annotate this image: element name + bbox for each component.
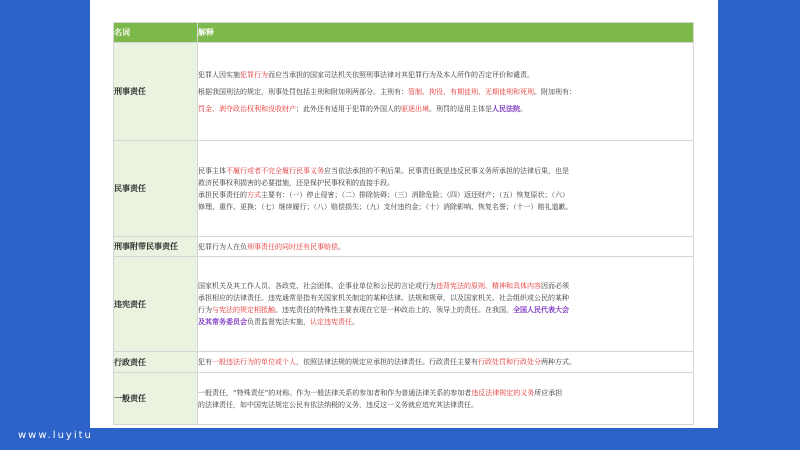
- text-segment: 民事主体: [198, 166, 226, 175]
- text-segment: 国家机关及其工作人员、各政党、社会团体、企事业单位和公民的言论或行为: [198, 282, 436, 290]
- text-segment: 行为: [198, 306, 212, 314]
- content-card: [91, 0, 717, 428]
- term-cell: 违宪责任: [114, 257, 198, 352]
- term-cell: 刑事附带民事责任: [114, 237, 198, 257]
- explanation-cell: [198, 43, 694, 141]
- text-segment: 主要有：（一）停止侵害；（二）排除妨碍；（三）消除危险；（四）返还财产；（五）恢复原状；（六）: [261, 190, 569, 199]
- text-segment: 犯罪人因实施: [198, 70, 240, 79]
- bottom-blue-band: [0, 428, 800, 450]
- text-segment: 犯有: [198, 358, 212, 366]
- term-cell: 刑事责任: [114, 43, 198, 141]
- text-segment: 两种方式。: [541, 358, 576, 366]
- highlighted-text: 刑事责任的同时还有民事赔偿: [247, 242, 338, 251]
- text-segment: 因而必须: [541, 282, 569, 290]
- highlighted-text: 认定违宪责任: [310, 318, 352, 326]
- term-cell: 行政责任: [114, 352, 198, 373]
- text-segment: 所应承担: [534, 388, 563, 397]
- highlighted-text: 驱逐出境: [401, 104, 429, 113]
- explanation-line: [198, 399, 693, 411]
- highlighted-text: 违反法律规定的义务: [471, 388, 535, 397]
- text-segment: 犯罪行为人在负: [198, 242, 247, 251]
- table-row: [114, 43, 694, 141]
- explanation-line: [198, 201, 693, 213]
- text-segment: 一般责任，“特殊责任”的对称。作为一般法律关系的参加者和作为普通法律关系的参加者: [198, 388, 472, 397]
- text-segment: 。附加刑有：: [534, 87, 576, 96]
- text-segment: 承担相应的法律责任。违宪通常是指有关国家机关制定的某种法律、法规和规章，以及国家机关、社会组织或公民的某种: [198, 294, 569, 302]
- explanation-cell: [198, 352, 694, 373]
- highlighted-text: 行政处罚和行政处分: [478, 358, 541, 366]
- text-segment: 修理、重作、更换；（七）继续履行；（八）赔偿损失；（九）支付违约金；（十）消除影响、恢复名誉；（十一）赔礼道歉。: [198, 202, 573, 211]
- explanation-cell: [198, 257, 694, 352]
- text-segment: 负责监督宪法实施，: [247, 318, 310, 326]
- table-row: [114, 352, 694, 373]
- legal-liability-table: [113, 22, 694, 425]
- term-cell: 民事责任: [114, 141, 198, 237]
- term-cell: 一般责任: [114, 373, 198, 425]
- text-segment: 救济民事权利损害的必要措施，还是保护民事权利的直接手段。: [198, 178, 394, 187]
- header-explanation: 解释: [198, 23, 694, 43]
- explanation-line: [198, 292, 693, 304]
- highlighted-text: 犯罪行为: [240, 70, 268, 79]
- explanation-line: [198, 280, 693, 292]
- highlighted-text: 及其常务委员会: [198, 318, 247, 326]
- explanation-line: [198, 387, 693, 399]
- explanation-line: [198, 241, 693, 253]
- explanation-line: [198, 316, 693, 328]
- text-segment: 应当依法承担的不利后果。民事责任既是违反民事义务所承担的法律后果，也是: [324, 166, 569, 175]
- explanation-cell: [198, 141, 694, 237]
- explanation-line: [198, 165, 693, 177]
- header-term: 名词: [114, 23, 198, 43]
- right-blue-panel: [718, 0, 800, 450]
- explanation-line: [198, 304, 693, 316]
- left-blue-panel: [0, 0, 90, 450]
- highlighted-text: 人民法院: [492, 104, 520, 113]
- explanation-line: [198, 177, 693, 189]
- table-row: [114, 141, 694, 237]
- text-segment: 。: [338, 242, 345, 251]
- highlighted-text: 管制、拘役、有期徒刑、无期徒刑和死刑: [408, 87, 534, 96]
- text-segment: ；此外还有适用于犯罪的外国人的: [296, 104, 401, 113]
- explanation-line: [198, 86, 693, 98]
- highlighted-text: 全国人民代表大会: [513, 306, 569, 314]
- explanation-cell: [198, 373, 694, 425]
- highlighted-text: 方式: [247, 190, 261, 199]
- text-segment: 根据我国刑法的规定，刑事处罚包括主刑和附加刑两部分。主刑有：: [198, 87, 408, 96]
- watermark: www.luyitu: [18, 430, 93, 441]
- table-row: [114, 257, 694, 352]
- text-segment: 。违宪责任的特殊性主要表现在它是一种政治上的、领导上的责任。在我国，: [275, 306, 513, 314]
- highlighted-text: 与宪法的规定相抵触: [212, 306, 275, 314]
- text-segment: 承担民事责任的: [198, 190, 247, 199]
- text-segment: 。: [520, 104, 527, 113]
- text-segment: 而应当承担的国家司法机关依照刑事法律对其犯罪行为及本人所作的否定评价和谴责。: [268, 70, 534, 79]
- highlighted-text: 一般违法行为的单位或个人: [212, 358, 296, 366]
- explanation-line: [198, 103, 693, 115]
- explanation-line: [198, 356, 693, 368]
- highlighted-text: 违背宪法的原则、精神和具体内容: [436, 282, 541, 290]
- text-segment: 的法律责任，如中国宪法规定公民有依法纳税的义务，违反这一义务就应追究其法律责任。: [198, 400, 478, 409]
- explanation-line: [198, 69, 693, 81]
- highlighted-text: 不履行或者不完全履行民事义务: [226, 166, 324, 175]
- explanation-cell: [198, 237, 694, 257]
- text-segment: 。: [352, 318, 359, 326]
- table-row: [114, 237, 694, 257]
- text-segment: 。刑罚的适用主体是: [429, 104, 492, 113]
- table-header-row: [114, 23, 694, 43]
- text-segment: ，依照法律法规的规定应承担的法律责任。行政责任主要有: [296, 358, 478, 366]
- explanation-line: [198, 189, 693, 201]
- table-row: [114, 373, 694, 425]
- highlighted-text: 罚金、剥夺政治权利和没收财产: [198, 104, 296, 113]
